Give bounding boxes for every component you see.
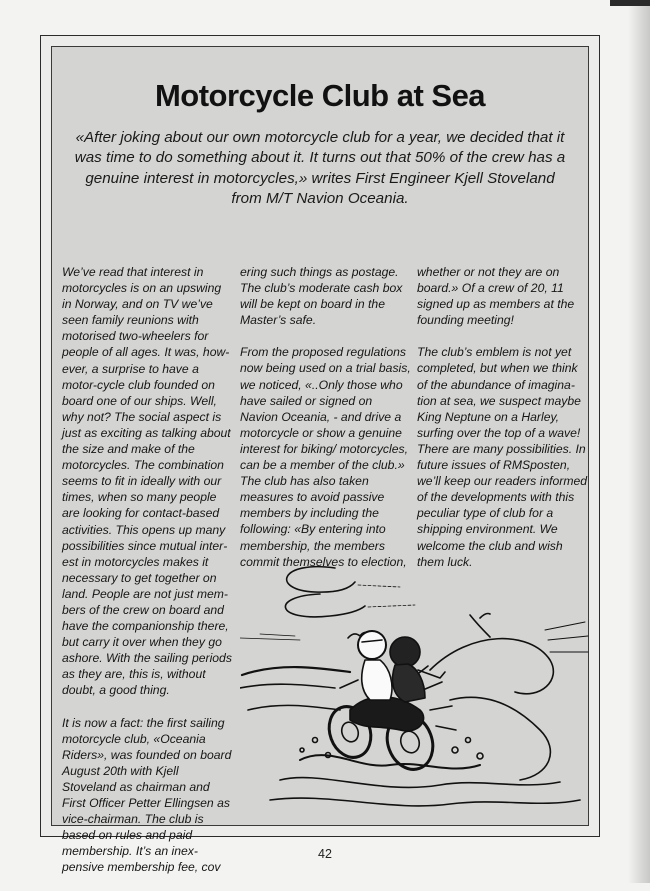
text-column-1 [62, 264, 234, 891]
article-title: Motorcycle Club at Sea [154, 78, 486, 113]
paragraph: The club’s emblem is not yet completed, but when we think of the abundance of imagination at sea, we suspect maybe King Neptune on a Harley, surfing over the top of a wave! There are many possibilities. In future issues of RMSposten, we’ll keep our readers informed of the developments with this peculiar type of club for a shipping environment. We welcome the club and wish them luck. [417, 345, 588, 569]
paragraph: whether or not they are on board.» Of a crew of 20, 11 signed up as members at the founding meeting! [417, 265, 575, 328]
cartoon-motorcycle-riders-on-wave-icon [240, 560, 590, 826]
paragraph: ering such things as postage. The club’s moderate cash box will be kept on board in the Master’s safe. [240, 265, 403, 328]
paragraph: From the proposed regulations now being used on a trial basis, we noticed, «..Only those who have sailed or signed on Navion Oceania, - and drive a motorcycle or show a genuine interest for biking/ motorcycles, can be a member of the club.» The club has also taken measures to avoid passive members by including the following: «By entering into membership, the members commit themselves to election, [240, 345, 411, 569]
paragraph: It is now a fact: the first sailing motorcycle club, «Oceania Riders», was founded on board August 20th with Kjell Stoveland as chairman and First Officer Petter Ellingsen as vice-chairman. The club is based on rules and paid membership. It’s an inexpensive membership fee, cov [62, 715, 232, 875]
article-standfirst: «After joking about our own motorcycle club for a year, we decided that it was time to do something about it. It turns out that 50% of the crew has a genuine interest in motorcycles,» writes First Engineer Kjell Stoveland from M/T Navion Oceania. [74, 129, 566, 208]
text-column-2 [240, 264, 412, 586]
scan-corner-mark [610, 0, 650, 6]
scan-edge [628, 0, 650, 883]
page-number: 42 [318, 847, 332, 861]
text-column-3 [417, 264, 589, 586]
paragraph: We’ve read that interest in motorcycles is on an upswing in Norway, and on TV we’ve seen family reunions with motorised two-wheelers for people of all ages. It was, however, a surprise to have a motor-cycle club founded on board one of our ships. Well, why not? The social aspect is just as exciting as talking about the size and make of the motorcycles. The combination seems to fit in ideally with our times, when so many people are looking for contact-based activities. This opens up many possibilities since mutual interest in motorcycles makes it necessary to get together on land. People are not just members of the crew on board and have the companionship there, but carry it over when they go ashore. With the sailing periods as they are, this is, without doubt, a good thing. [62, 265, 232, 698]
